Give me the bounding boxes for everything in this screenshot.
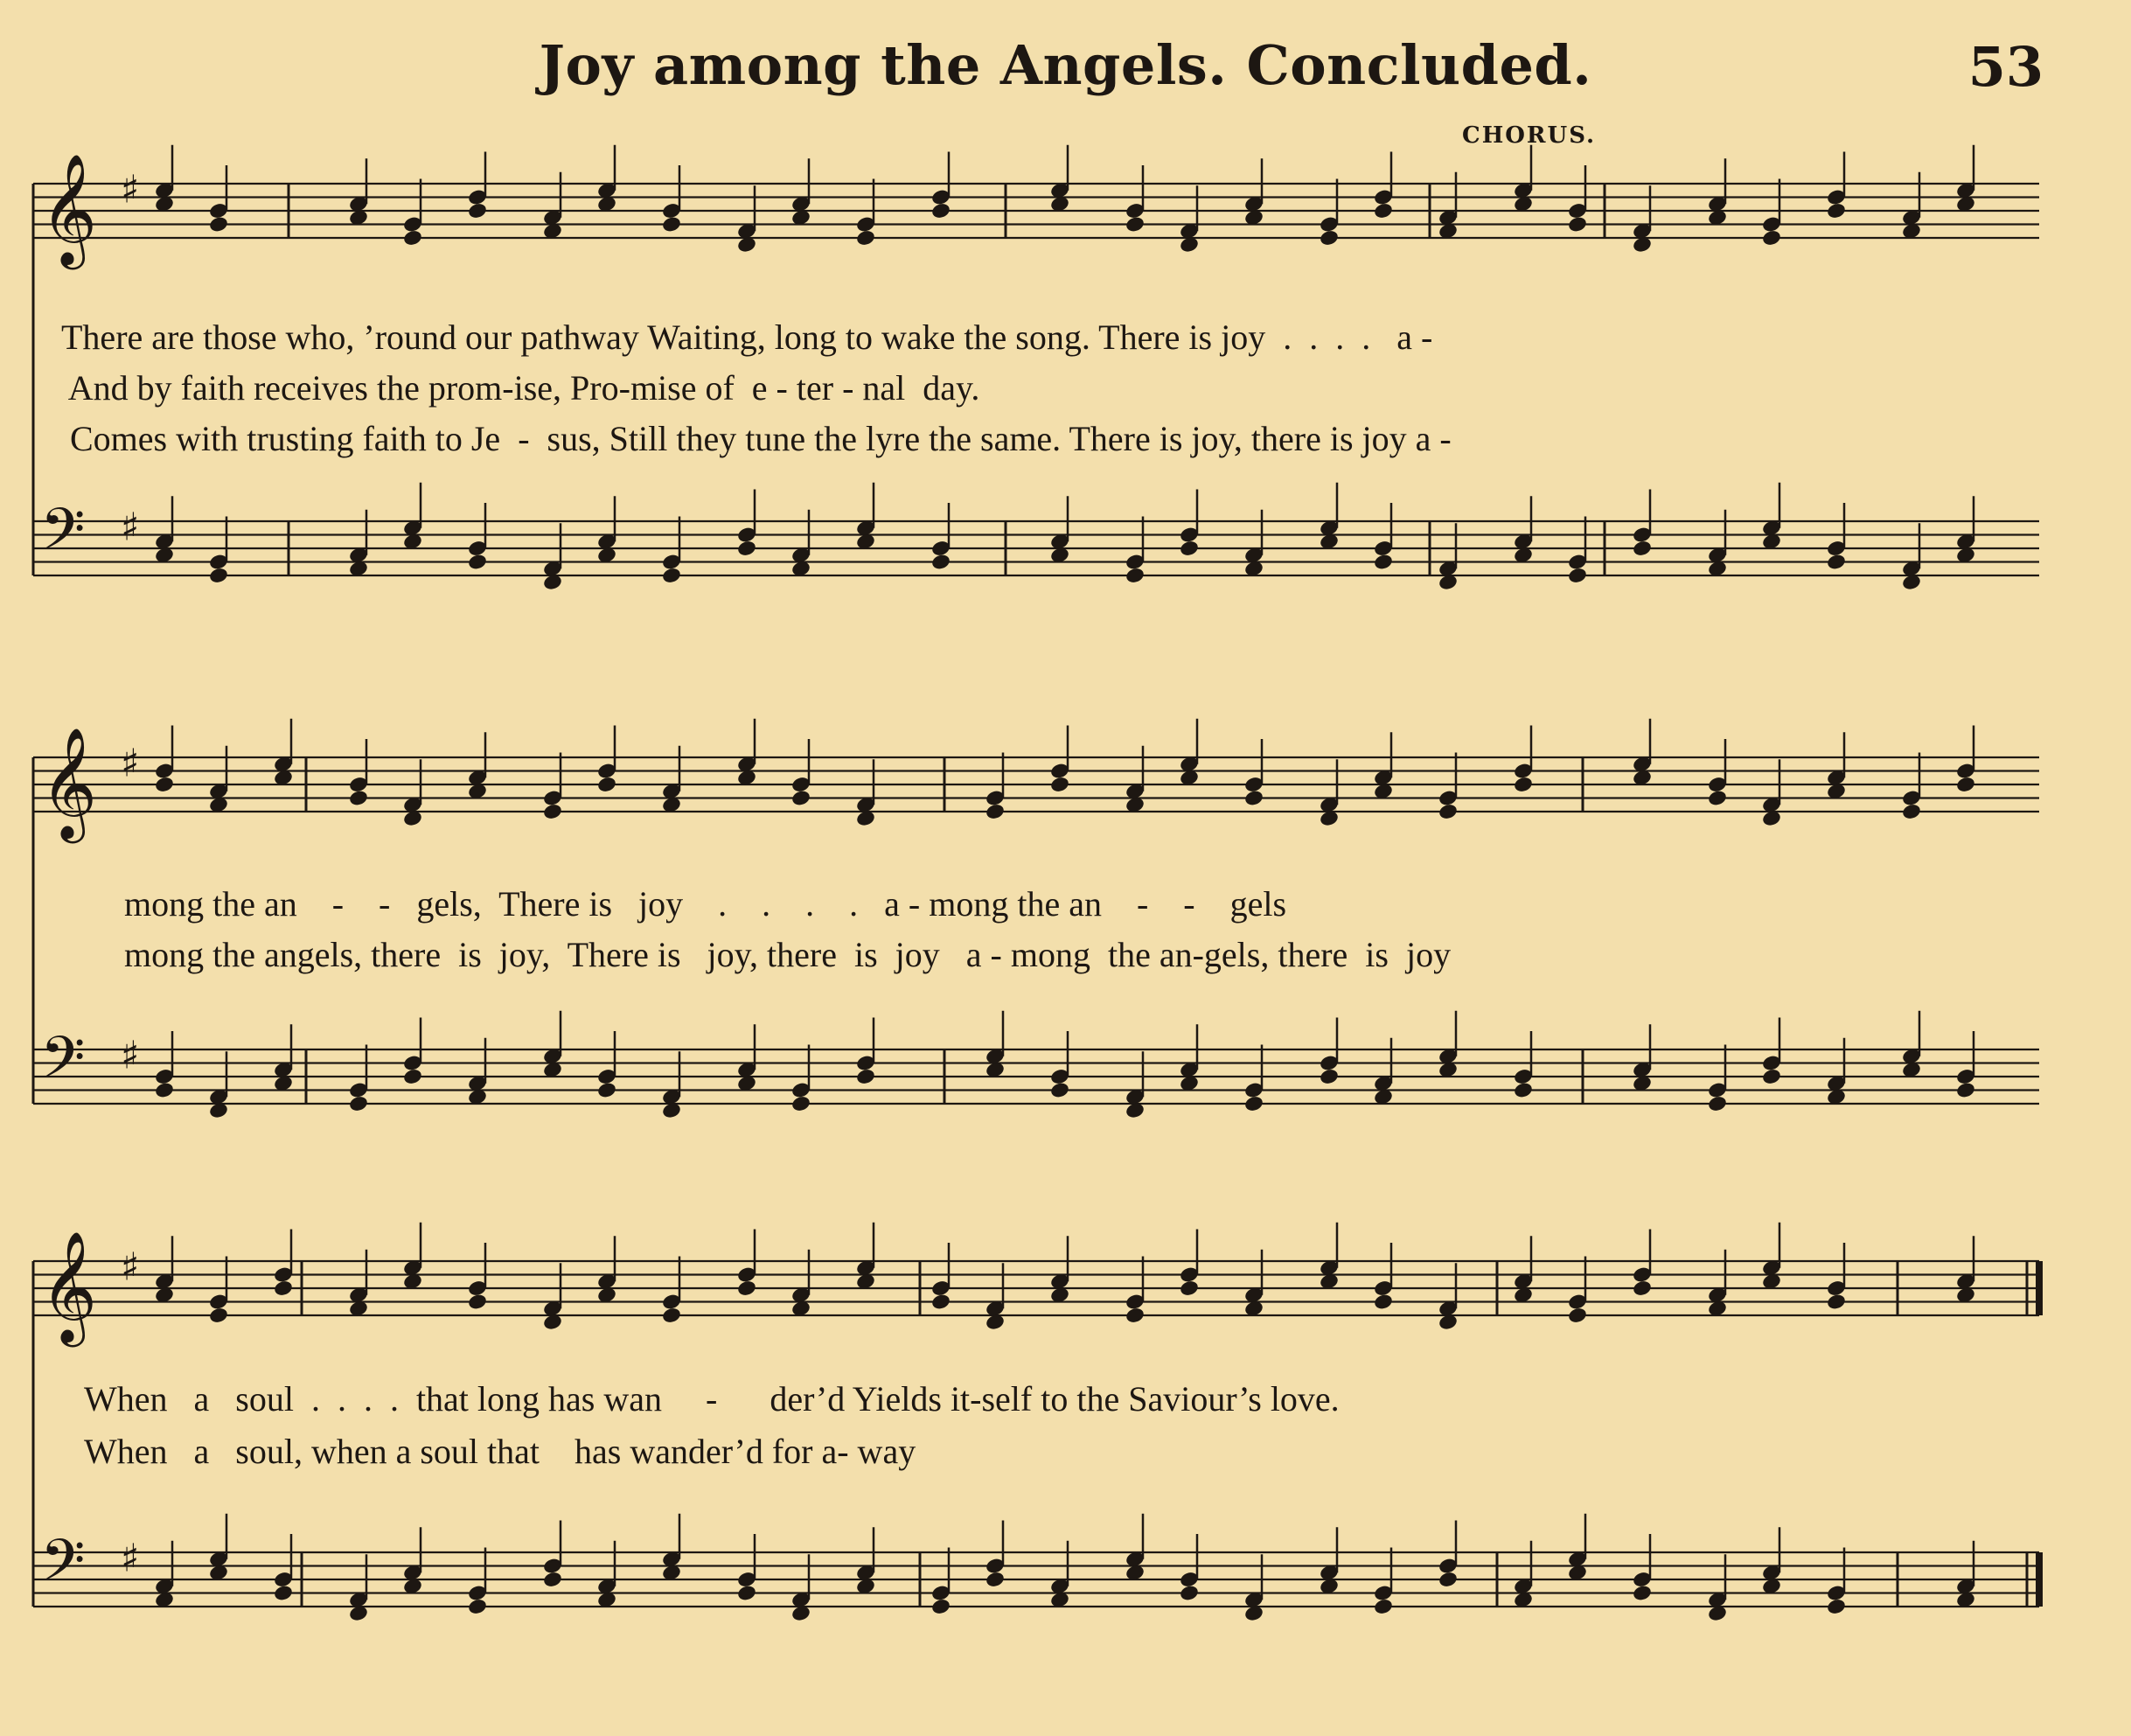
notehead: [1901, 803, 1922, 821]
notehead: [1632, 1279, 1653, 1298]
notehead: [1826, 1293, 1847, 1311]
notehead: [273, 1279, 294, 1298]
notehead: [467, 1598, 488, 1616]
notehead: [1243, 789, 1264, 807]
notehead: [1373, 1598, 1394, 1616]
notehead: [1826, 202, 1847, 220]
notehead: [1125, 1307, 1146, 1325]
notehead: [1125, 215, 1146, 234]
lyric-line-1-2: And by faith receives the prom-ise, Pro-mise of e - ter - nal day.: [61, 368, 980, 408]
notehead: [736, 1279, 757, 1298]
treble-clef: 𝄞: [40, 1230, 98, 1342]
notehead: [596, 1081, 617, 1099]
bass-clef: 𝄢: [40, 495, 86, 577]
notehead: [1373, 202, 1394, 220]
notehead: [467, 1293, 488, 1311]
chorus-label: CHORUS.: [1462, 122, 1597, 149]
bass-clef: 𝄢: [40, 1526, 86, 1608]
page-number: 53: [1967, 35, 2044, 99]
notehead: [930, 553, 951, 571]
lyric-line-3-2: When a soul, when a soul that has wander’d for a- way: [84, 1432, 916, 1471]
notehead: [467, 553, 488, 571]
key-signature-sharp: ♯: [121, 1244, 140, 1290]
lyric-line-1-3: Comes with trusting faith to Je - sus, Still they tune the lyre the same. There is joy, there is joy a -: [61, 419, 1452, 458]
notehead: [1049, 1081, 1070, 1099]
notehead: [985, 1571, 1006, 1589]
notehead: [790, 1095, 811, 1113]
notehead: [1179, 1584, 1200, 1602]
notehead: [1761, 1068, 1782, 1086]
notehead: [790, 789, 811, 807]
notehead: [855, 1068, 876, 1086]
treble-clef: 𝄞: [40, 152, 98, 265]
treble-clef: 𝄞: [40, 726, 98, 839]
notehead: [348, 1095, 369, 1113]
notehead: [855, 229, 876, 248]
notehead: [661, 215, 682, 234]
notehead: [1179, 1279, 1200, 1298]
notehead: [985, 803, 1006, 821]
notehead: [154, 776, 175, 794]
notehead: [402, 1068, 423, 1086]
notehead: [1243, 1095, 1264, 1113]
page-title: Joy among the Angels. Concluded.: [539, 33, 1592, 97]
notehead: [1632, 540, 1653, 558]
notehead: [1438, 1571, 1459, 1589]
notehead: [930, 202, 951, 220]
key-signature-sharp: ♯: [121, 1033, 140, 1078]
notehead: [542, 1571, 563, 1589]
notehead: [208, 567, 229, 585]
lyric-line-3-1: When a soul . . . . that long has wan - der’d Yields it-self to the Saviour’s love.: [84, 1379, 1340, 1419]
notehead: [154, 1081, 175, 1099]
notehead: [208, 215, 229, 234]
notehead: [1955, 1081, 1976, 1099]
lyric-line-1-1: There are those who, ’round our pathway Waiting, long to wake the song. There is joy . . . . a -: [61, 317, 1433, 357]
notehead: [1049, 776, 1070, 794]
key-signature-sharp: ♯: [121, 741, 140, 786]
notehead: [1826, 1598, 1847, 1616]
notehead: [736, 540, 757, 558]
notehead: [1373, 1293, 1394, 1311]
notehead: [596, 776, 617, 794]
notehead: [661, 1307, 682, 1325]
notehead: [930, 1598, 951, 1616]
notehead: [273, 1584, 294, 1602]
notehead: [1567, 1307, 1588, 1325]
notehead: [1438, 803, 1459, 821]
notehead: [1826, 553, 1847, 571]
notehead: [1319, 229, 1340, 248]
notehead: [661, 567, 682, 585]
lyric-line-2-2: mong the angels, there is joy, There is joy, there is joy a - mong the an-gels, there is joy: [124, 935, 1452, 974]
notehead: [208, 1307, 229, 1325]
notehead: [1179, 540, 1200, 558]
notehead: [1319, 1068, 1340, 1086]
key-signature-sharp: ♯: [121, 505, 140, 550]
notehead: [1125, 567, 1146, 585]
notehead: [402, 229, 423, 248]
notehead: [736, 1584, 757, 1602]
notehead: [930, 1293, 951, 1311]
notehead: [1707, 789, 1728, 807]
notehead: [1567, 215, 1588, 234]
bass-clef: 𝄢: [40, 1023, 86, 1105]
notehead: [1567, 567, 1588, 585]
notehead: [1707, 1095, 1728, 1113]
key-signature-sharp: ♯: [121, 1536, 140, 1581]
notehead: [1513, 776, 1534, 794]
notehead: [348, 789, 369, 807]
notehead: [1373, 553, 1394, 571]
notehead: [467, 202, 488, 220]
key-signature-sharp: ♯: [121, 167, 140, 213]
notehead: [1513, 1081, 1534, 1099]
notehead: [1955, 776, 1976, 794]
notehead: [1761, 229, 1782, 248]
notehead: [542, 803, 563, 821]
lyric-line-2-1: mong the an - - gels, There is joy . . . . a - mong the an - - gels: [124, 884, 1287, 924]
notehead: [1632, 1584, 1653, 1602]
